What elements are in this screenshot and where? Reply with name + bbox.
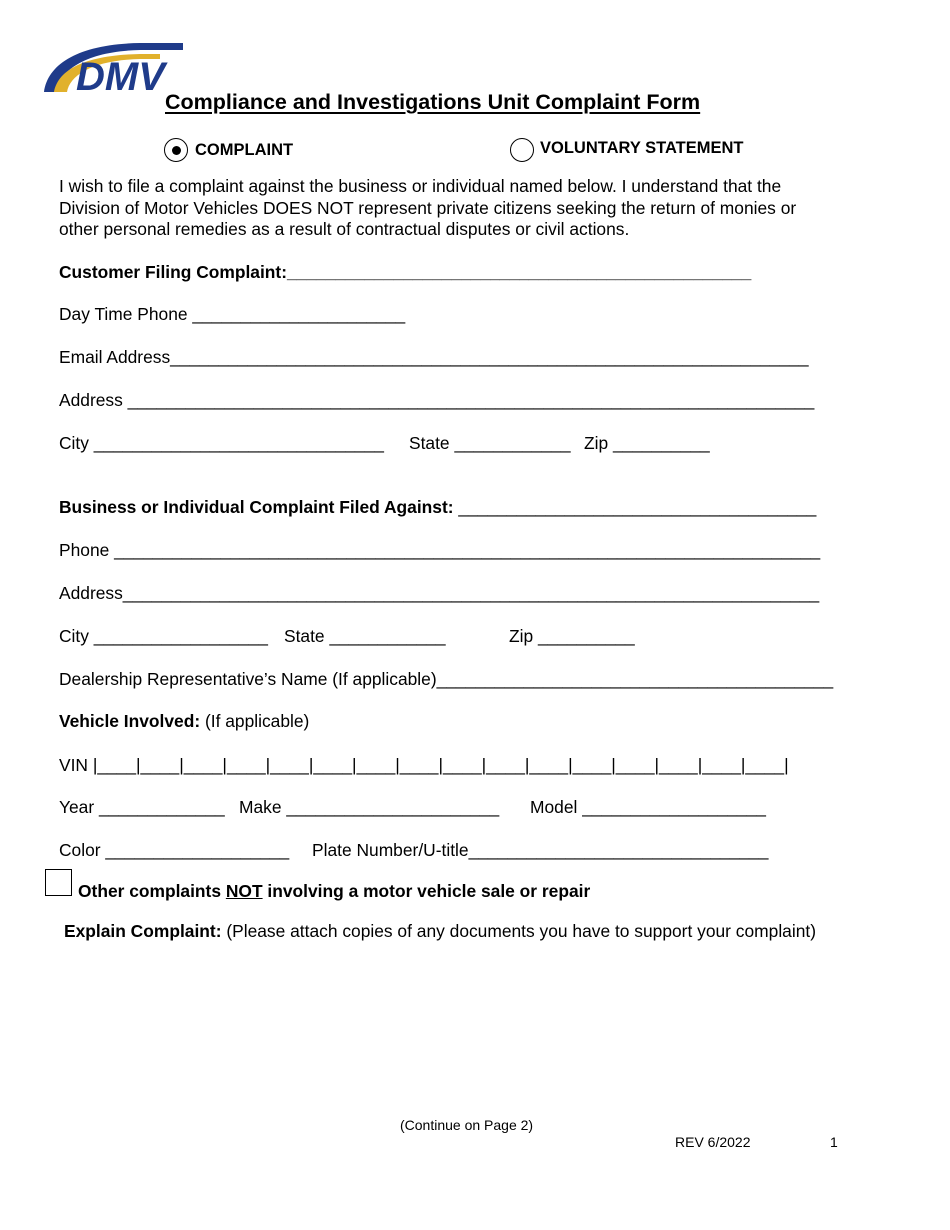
customer-section-heading	[59, 262, 751, 282]
business-city-field[interactable]: City __________________	[59, 626, 268, 646]
customer-city-field[interactable]: City ______________________________	[59, 433, 384, 453]
other-complaints-label	[78, 881, 590, 901]
form-title: Compliance and Investigations Unit Complaint Form	[165, 90, 701, 114]
other-complaints-checkbox[interactable]	[45, 869, 72, 896]
intro-paragraph	[59, 176, 889, 241]
dmv-logo-graphic	[40, 38, 185, 94]
voluntary-statement-radio-label: VOLUNTARY STATEMENT	[540, 139, 744, 157]
customer-state-field[interactable]: State ____________	[409, 433, 571, 453]
vehicle-year-field[interactable]: Year _____________	[59, 797, 225, 817]
customer-heading-label: Customer Filing Complaint:	[59, 262, 288, 282]
vehicle-color-field[interactable]: Color ___________________	[59, 840, 290, 860]
intro-line: I wish to file a complaint against the business or individual named below. I understand that the	[59, 176, 782, 196]
dealership-rep-name-field[interactable]: Dealership Representative’s Name (If applicable)_________________________________________	[59, 669, 834, 689]
radio-selected-dot	[172, 146, 181, 155]
business-heading-label: Business or Individual Complaint Filed Against:	[59, 497, 454, 517]
voluntary-statement-radio[interactable]	[510, 138, 534, 162]
other-complaints-emphasis: NOT	[225, 881, 263, 901]
business-state-field[interactable]: State ____________	[284, 626, 446, 646]
plate-number-field[interactable]: Plate Number/U-title_______________________________	[312, 840, 769, 860]
explain-complaint-label: Explain Complaint:	[64, 921, 222, 941]
customer-name-field[interactable]: ________________________________________________	[287, 262, 752, 282]
business-phone-field[interactable]: Phone _________________________________________________________________________	[59, 540, 821, 560]
business-zip-field[interactable]: Zip __________	[509, 626, 635, 646]
customer-day-phone-field[interactable]: Day Time Phone ______________________	[59, 304, 406, 324]
explain-complaint-heading	[64, 921, 816, 941]
customer-email-field[interactable]: Email Address__________________________________________________________________	[59, 347, 809, 367]
other-complaints-text-end: involving a motor vehicle sale or repair	[262, 881, 591, 901]
continue-note: (Continue on Page 2)	[400, 1117, 534, 1133]
customer-address-field[interactable]: Address _______________________________________________________________________	[59, 390, 815, 410]
customer-zip-field[interactable]: Zip __________	[584, 433, 710, 453]
revision-date: REV 6/2022	[675, 1134, 751, 1150]
complaint-radio[interactable]	[164, 138, 188, 162]
business-address-field[interactable]: Address________________________________________________________________________	[59, 583, 820, 603]
vehicle-heading-label: Vehicle Involved:	[59, 711, 201, 731]
dmv-logo	[40, 38, 185, 94]
intro-line: other personal remedies as a result of contractual disputes or civil actions.	[59, 219, 630, 239]
vin-field[interactable]: VIN |____|____|____|____|____|____|____|____|____|____|____|____|____|____|____|____|	[59, 755, 789, 775]
vehicle-section-heading	[59, 711, 309, 731]
other-complaints-text: Other complaints	[78, 881, 226, 901]
vehicle-make-field[interactable]: Make ______________________	[239, 797, 500, 817]
vehicle-model-field[interactable]: Model ___________________	[530, 797, 766, 817]
dmv-logo-text: DMV	[76, 55, 165, 94]
explain-complaint-note: (Please attach copies of any documents you have to support your complaint)	[221, 921, 817, 941]
vehicle-heading-note: (If applicable)	[200, 711, 310, 731]
business-name-field[interactable]: _____________________________________	[453, 497, 817, 517]
intro-line: Division of Motor Vehicles DOES NOT represent private citizens seeking the return of monies or	[59, 197, 797, 218]
page-number: 1	[830, 1134, 838, 1150]
business-section-heading	[59, 497, 816, 517]
complaint-radio-label: COMPLAINT	[195, 141, 294, 159]
